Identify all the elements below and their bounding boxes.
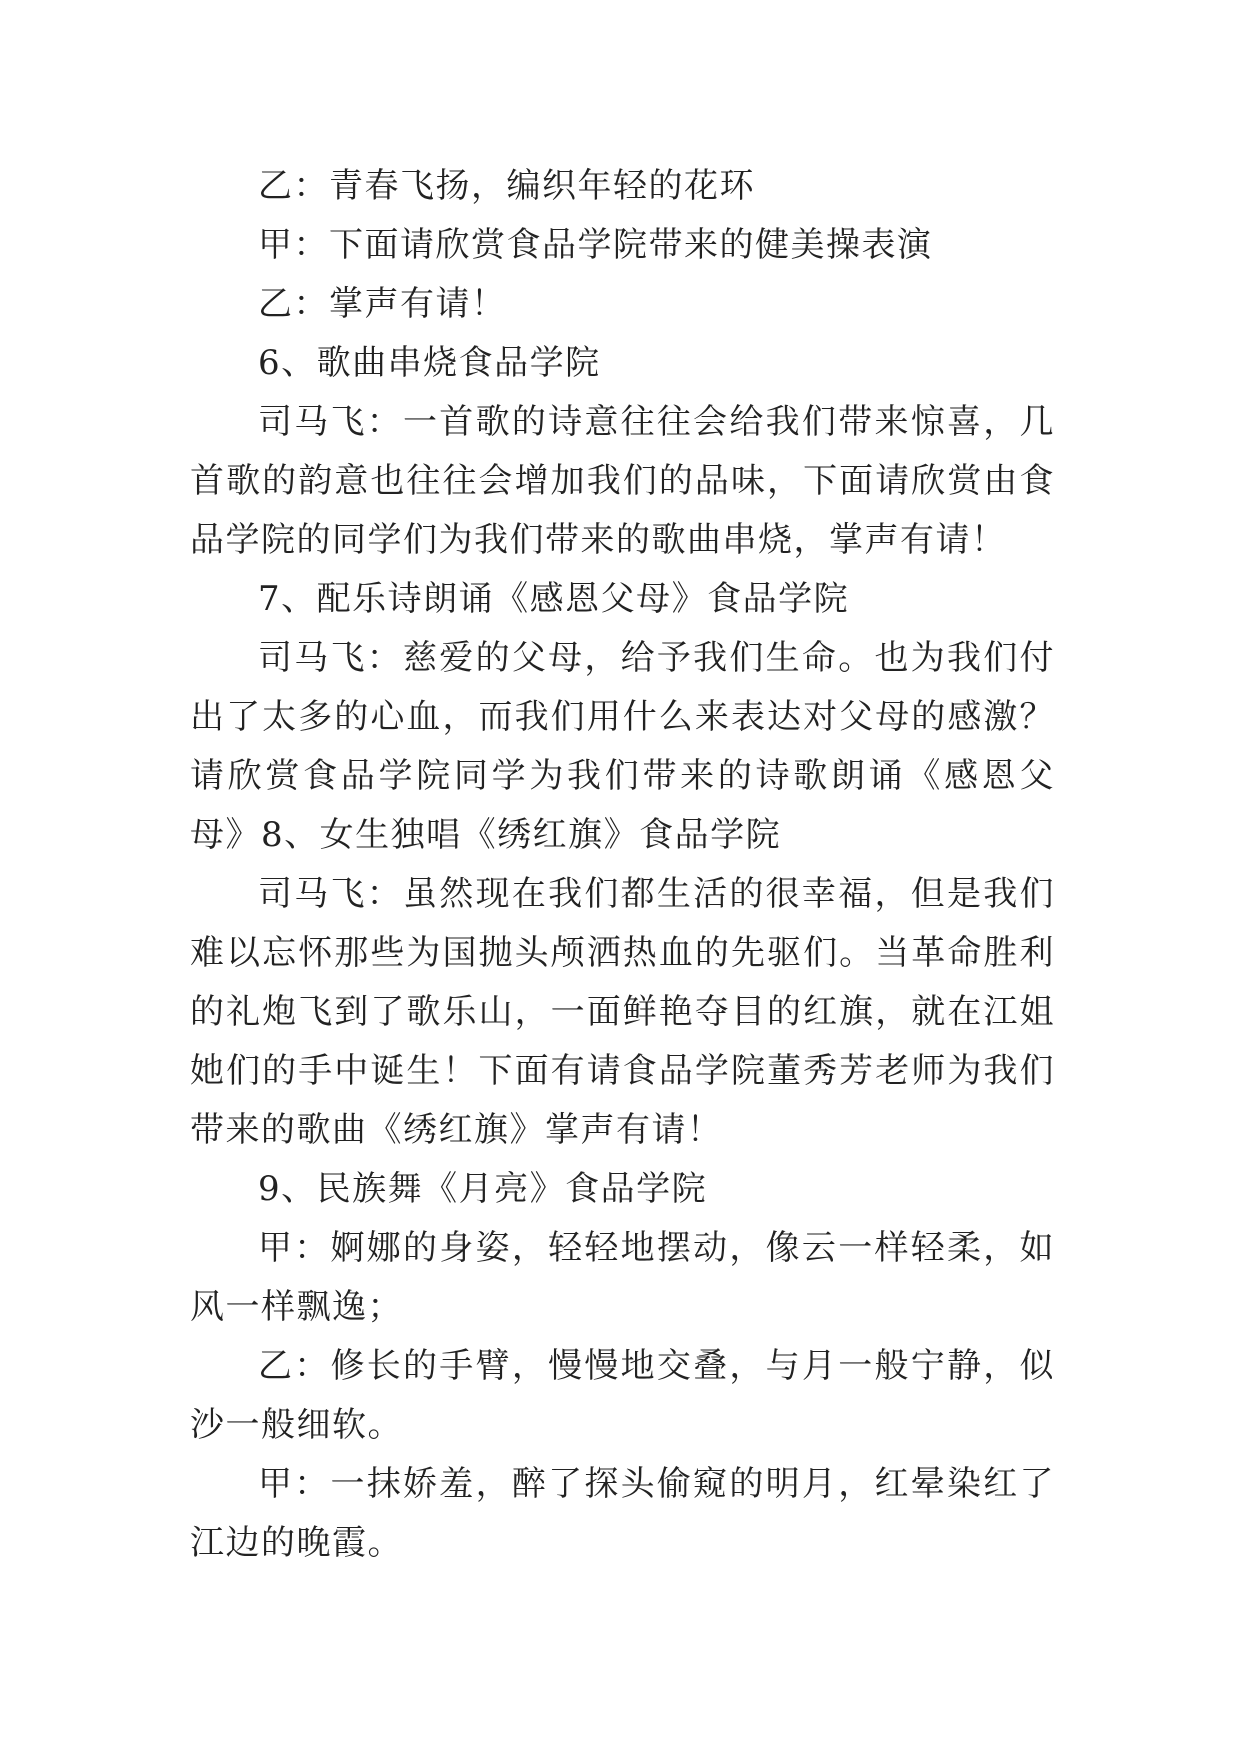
- section-heading: 6、歌曲串烧食品学院: [258, 343, 601, 383]
- document-body: [190, 157, 1055, 1573]
- paragraph: 甲：下面请欣赏食品学院带来的健美操表演: [258, 225, 933, 265]
- paragraph: 甲：一抹娇羞，醉了探头偷窥的明月，红晕染红了江边的晚霞。: [190, 1464, 1055, 1563]
- section-heading: 7、配乐诗朗诵《感恩父母》食品学院: [258, 579, 850, 619]
- paragraph: 司马飞：一首歌的诗意往往会给我们带来惊喜，几首歌的韵意也往往会增加我们的品味，下面请欣赏由食品学院的同学们为我们带来的歌曲串烧，掌声有请！: [190, 402, 1055, 560]
- paragraph: 乙：青春飞扬，编织年轻的花环: [258, 166, 755, 206]
- paragraph: 甲：婀娜的身姿，轻轻地摆动，像云一样轻柔，如风一样飘逸；: [190, 1228, 1055, 1327]
- section-heading: 9、民族舞《月亮》食品学院: [258, 1169, 708, 1209]
- paragraph: 乙：修长的手臂，慢慢地交叠，与月一般宁静，似沙一般细软。: [190, 1346, 1055, 1445]
- paragraph: 司马飞：虽然现在我们都生活的很幸福，但是我们难以忘怀那些为国抛头颅洒热血的先驱们。当革命胜利的礼炮飞到了歌乐山，一面鲜艳夺目的红旗，就在江姐她们的手中诞生！下面有请食品学院董秀芳老师为我们带来的歌曲《绣红旗》掌声有请！: [190, 874, 1055, 1150]
- paragraph: 司马飞：慈爱的父母，给予我们生命。也为我们付出了太多的心血，而我们用什么来表达对父母的感激？请欣赏食品学院同学为我们带来的诗歌朗诵《感恩父母》8、女生独唱《绣红旗》食品学院: [190, 638, 1055, 855]
- paragraph: 乙：掌声有请！: [258, 284, 507, 324]
